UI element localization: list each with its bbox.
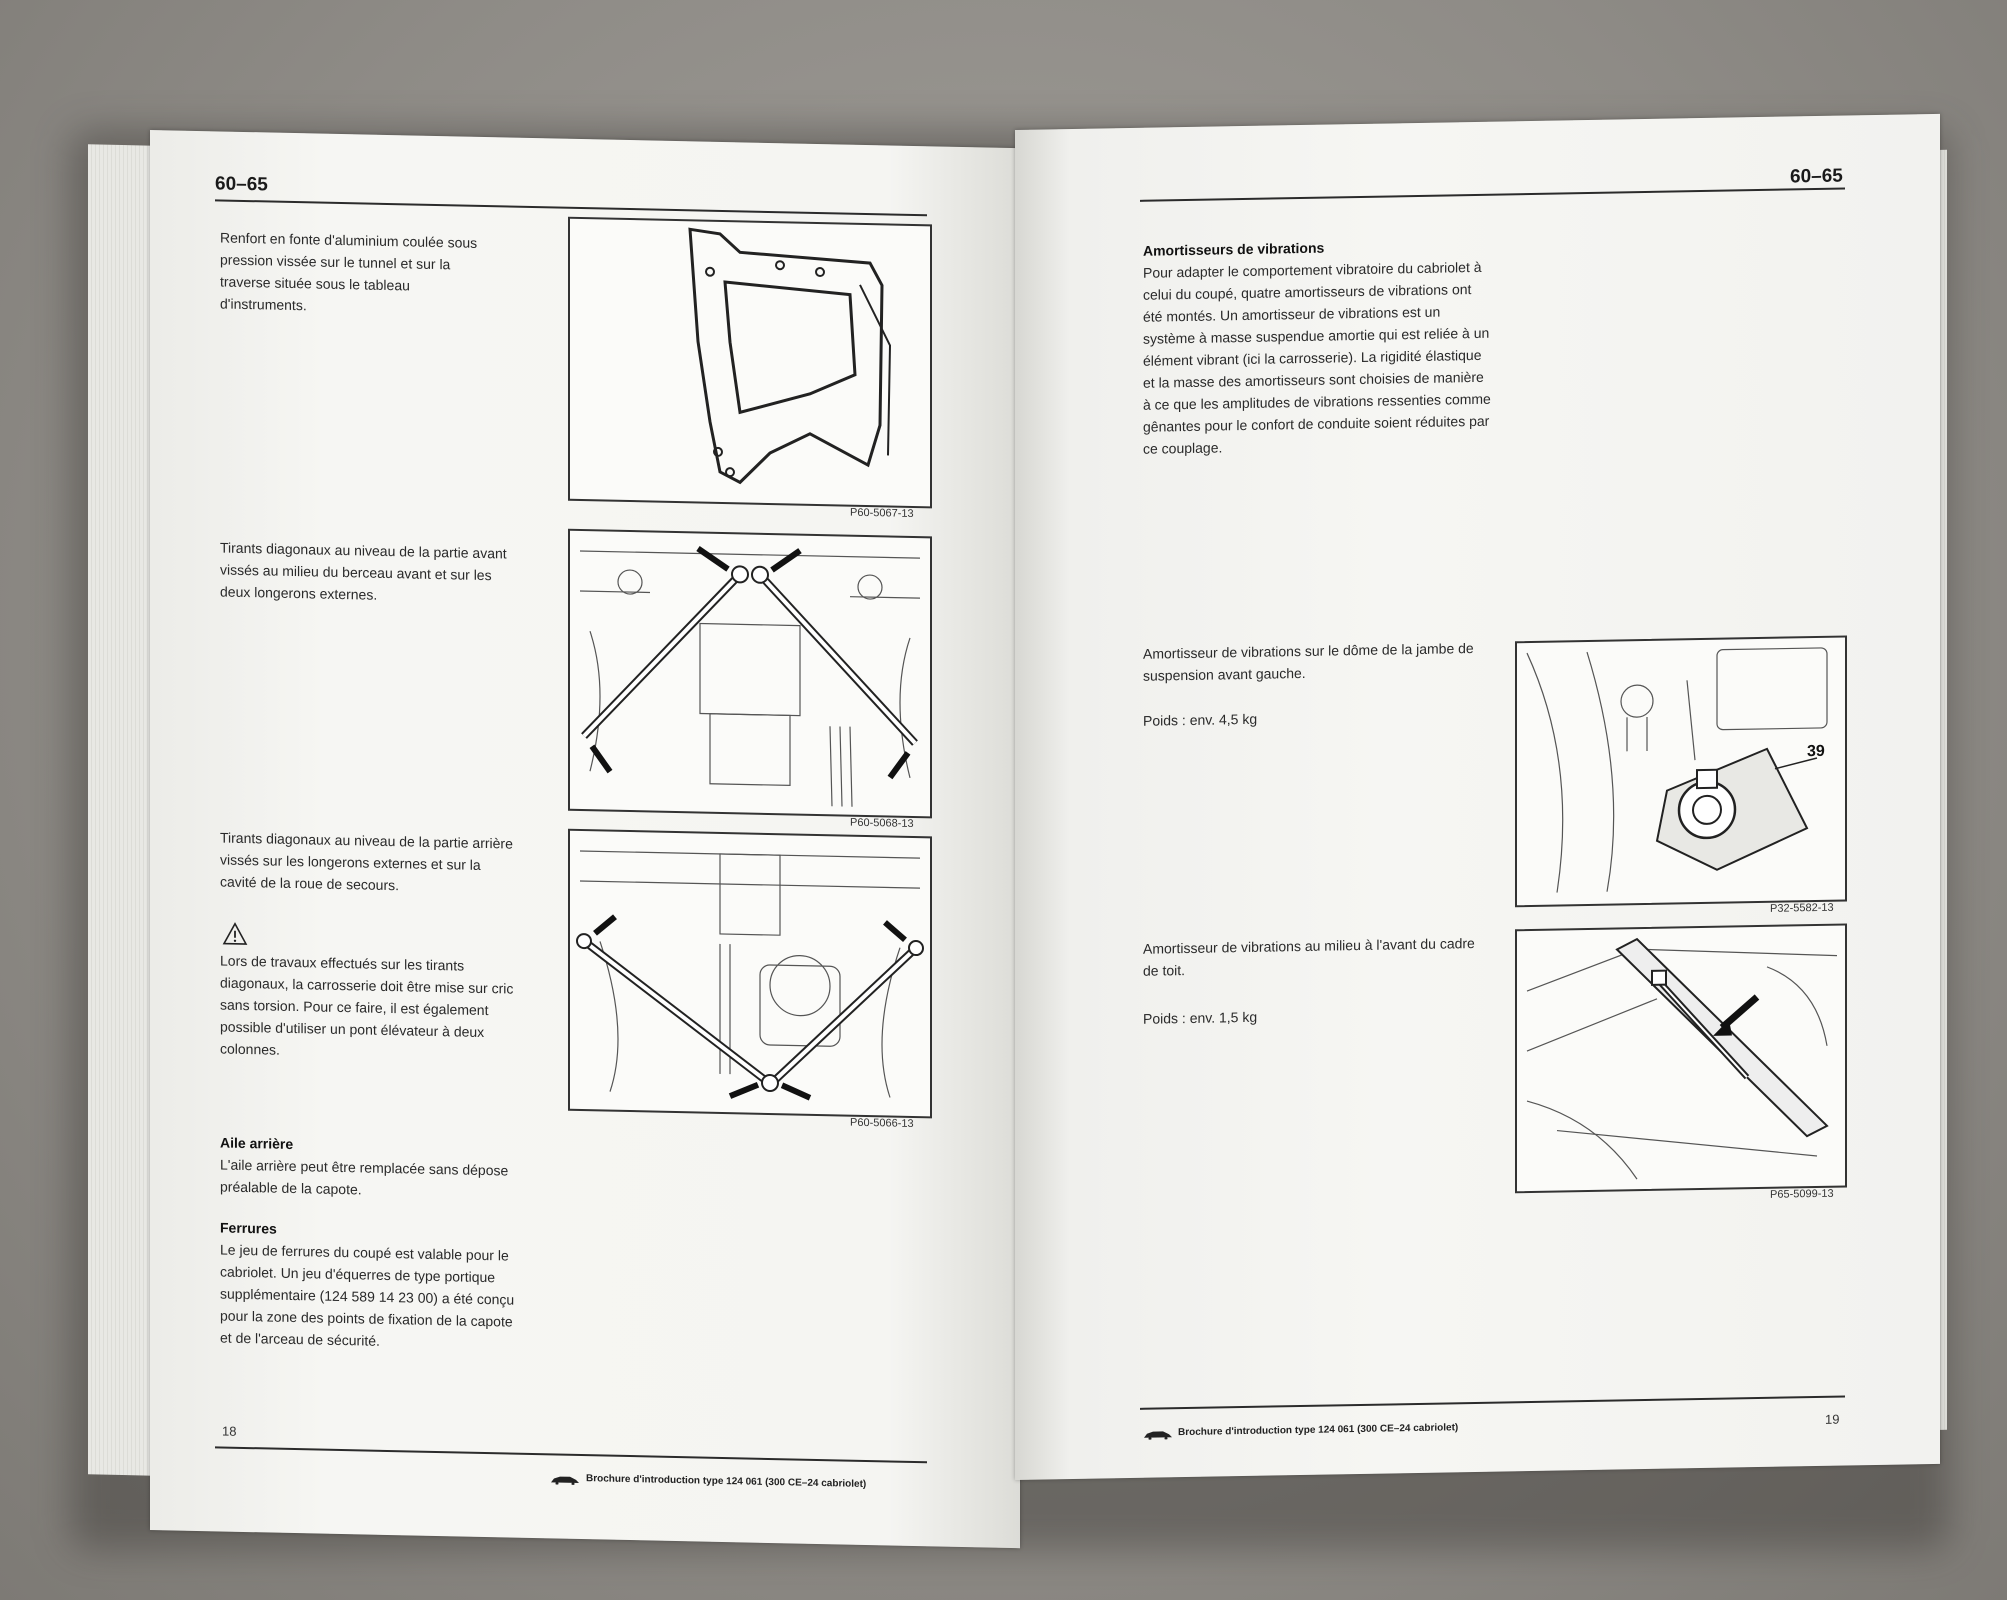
page-edges-left (88, 144, 154, 1475)
damper-2-text: Amortisseur de vibrations au milieu à l'avant du cadre de toit. (1143, 934, 1475, 979)
front-braces-drawing (570, 531, 930, 817)
right-page (1015, 114, 1940, 1480)
roof-frame-drawing (1517, 926, 1845, 1192)
header-rule-right (1140, 188, 1845, 202)
footer-title-right: Brochure d'introduction type 124 061 (300 CE–24 cabriolet) (1178, 1422, 1459, 1439)
rear-braces-drawing (570, 831, 930, 1117)
figure-code-4: P32-5582-13 (1770, 901, 1834, 915)
page-number-left: 18 (222, 1423, 237, 1439)
figure-code-5: P65-5099-13 (1770, 1187, 1834, 1201)
figure-reinforcement (568, 217, 932, 509)
reinforcement-drawing (570, 219, 930, 507)
figure-damper-roof-frame (1515, 923, 1847, 1193)
warning-text: Lors de travaux effectués sur les tirants diagonaux, la carrosserie doit être mise sur cric sans torsion. Pour ce faire, il est également possible d'utiliser un pont élévateur à deux colonnes. (220, 952, 514, 1058)
left-page (150, 130, 1020, 1548)
footer-rule-left (215, 1446, 927, 1463)
figure-rear-braces (568, 829, 932, 1119)
callout-39: 39 (1807, 742, 1825, 761)
dampers-heading: Amortisseurs de vibrations (1143, 239, 1325, 259)
damper-1-weight: Poids : env. 4,5 kg (1143, 710, 1258, 729)
section-number-right: 60–65 (1790, 165, 1843, 188)
front-braces-text: Tirants diagonaux au niveau de la partie avant vissés au milieu du berceau avant et sur les deux longerons externes. (220, 539, 507, 603)
damper-2-weight: Poids : env. 1,5 kg (1143, 1008, 1258, 1027)
header-rule-left (215, 199, 927, 216)
rear-wing-text: L'aile arrière peut être remplacée sans dépose préalable de la capote. (220, 1156, 509, 1198)
rear-wing-heading: Aile arrière (220, 1134, 294, 1152)
strut-dome-drawing (1517, 638, 1845, 906)
figure-code-2: P60-5068-13 (850, 816, 914, 830)
figure-damper-strut-dome (1515, 635, 1847, 907)
car-icon (550, 1474, 580, 1485)
figure-code-1: P60-5067-13 (850, 506, 914, 520)
reinforcement-text: Renfort en fonte d'aluminium coulée sous pression vissée sur le tunnel et sur la traverse située sous le tableau d'instruments. (220, 229, 478, 314)
fittings-heading: Ferrures (220, 1219, 277, 1237)
fittings-text: Le jeu de ferrures du coupé est valable pour le cabriolet. Un jeu d'équerres de type portique supplémentaire (124 589 14 23 00) a été conçu pour la zone des points de fixation de la capote et de l'arceau de sécurité. (220, 1241, 515, 1349)
car-icon-right (1143, 1429, 1173, 1440)
damper-1-text: Amortisseur de vibrations sur le dôme de la jambe de suspension avant gauche. (1143, 639, 1474, 684)
rear-braces-text: Tirants diagonaux au niveau de la partie arrière vissés sur les longerons externes et sur la cavité de la roue de secours. (220, 829, 513, 894)
figure-front-braces (568, 529, 932, 819)
section-number-left: 60–65 (215, 173, 268, 196)
figure-code-3: P60-5066-13 (850, 1116, 914, 1130)
page-number-right: 19 (1825, 1411, 1840, 1427)
dampers-intro-text: Pour adapter le comportement vibratoire du cabriolet à celui du coupé, quatre amortisseurs de vibrations ont été montés. Un amortisseur de vibrations est un système à masse suspendue amortie qui est reliée à un élément vibrant (ici la carrosserie). La rigidité élastique et la masse des amortisseurs sont choisies de manière à ce que les amplitudes de vibrations ressenties comme gênantes pour le confort de conduite soient réduites par ce couplage. (1143, 258, 1491, 457)
footer-rule-right (1140, 1396, 1845, 1410)
warning-icon (222, 922, 248, 947)
footer-title-left: Brochure d'introduction type 124 061 (300 CE–24 cabriolet) (586, 1473, 867, 1491)
